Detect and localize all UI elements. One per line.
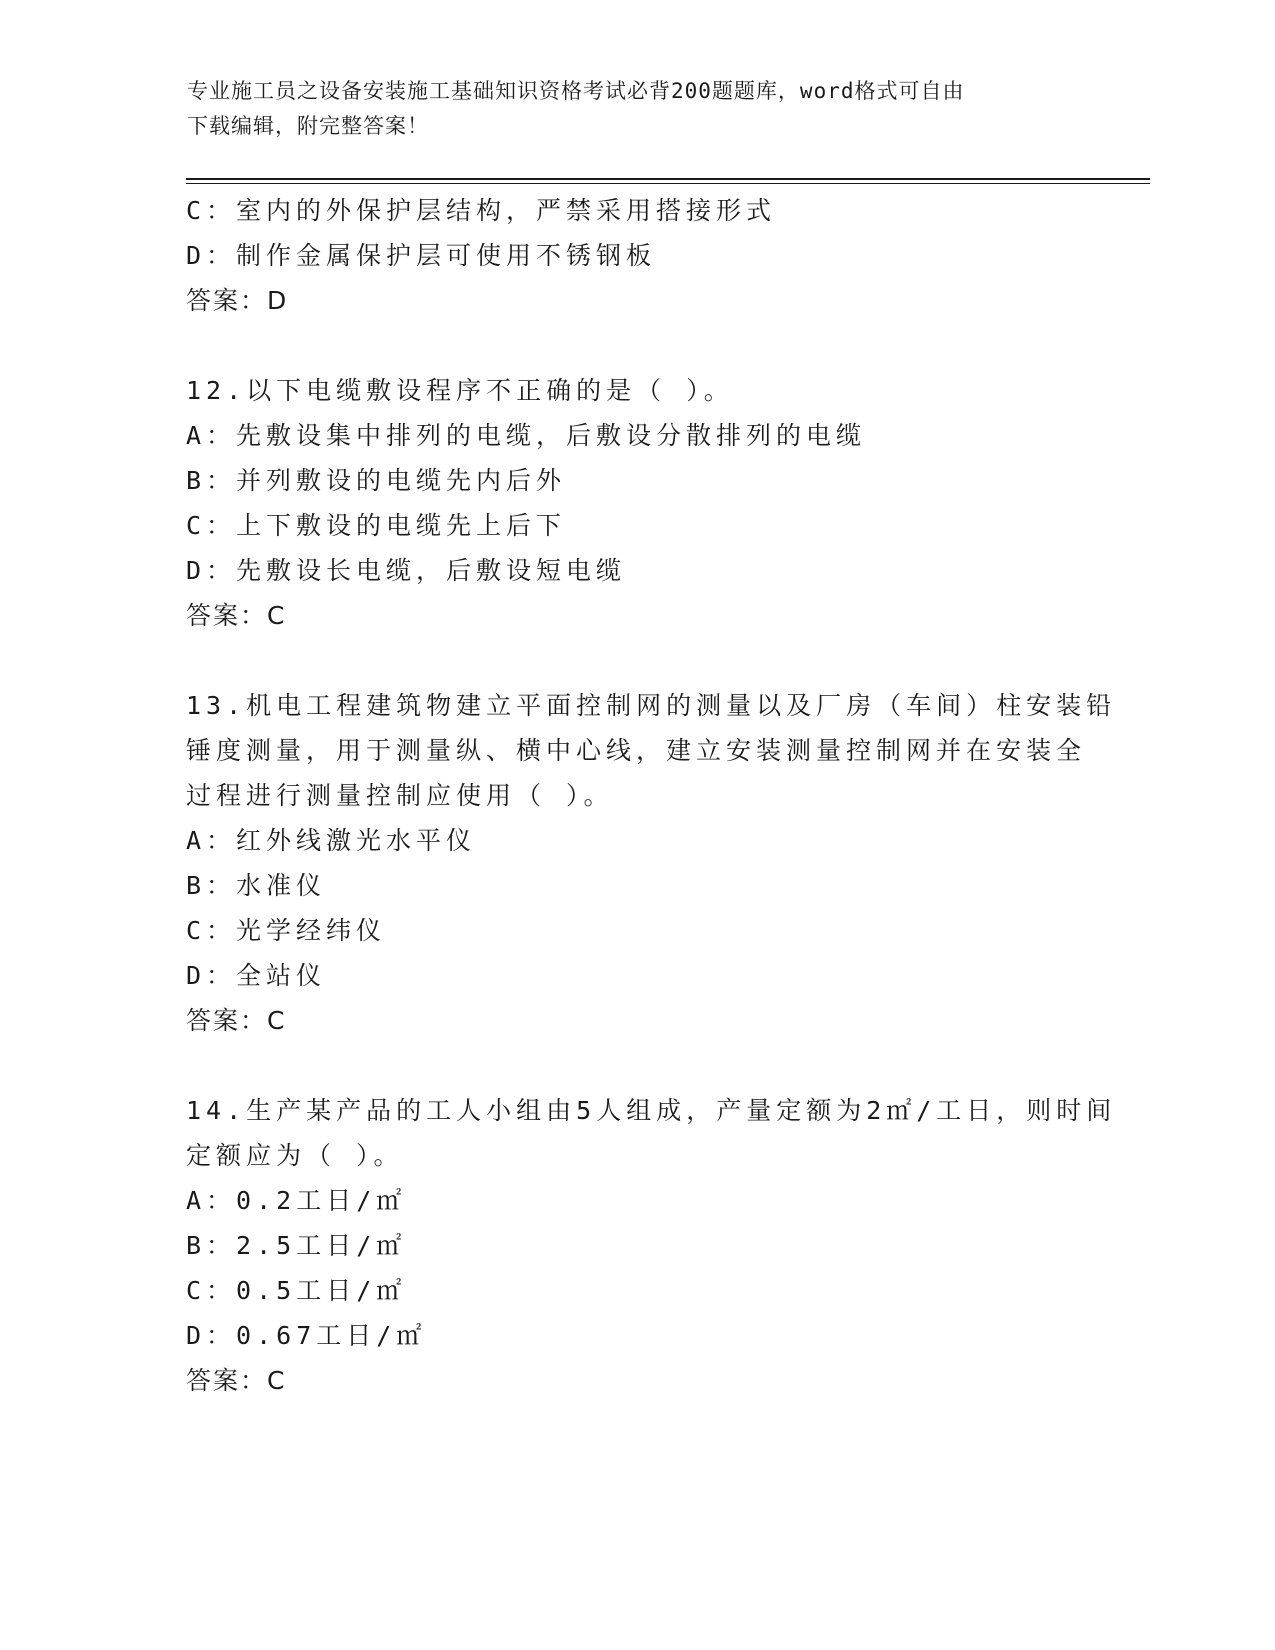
header-divider-thin — [186, 183, 1150, 184]
q14-option-b: B：2.5工日/㎡ — [186, 1231, 407, 1260]
q11-option-c: C：室内的外保护层结构，严禁采用搭接形式 — [186, 196, 777, 225]
q11-answer: 答案：D — [186, 286, 289, 315]
q13-option-b: B：水准仪 — [186, 871, 327, 900]
q12-option-b: B：并列敷设的电缆先内后外 — [186, 466, 567, 495]
q13-stem-line-1: 13.机电工程建筑物建立平面控制网的测量以及厂房（车间）柱安装铅 — [186, 691, 1117, 720]
q14-stem-line-2: 定额应为（ ）。 — [186, 1141, 404, 1170]
header-line-1: 专业施工员之设备安装施工基础知识资格考试必背200题题库，word格式可自由 — [187, 79, 965, 103]
header-divider-thick — [186, 178, 1150, 180]
q14-stem-line-1: 14.生产某产品的工人小组由5人组成，产量定额为2㎡/工日，则时间 — [186, 1096, 1117, 1125]
q13-option-a: A：红外线激光水平仪 — [186, 826, 477, 855]
q12-option-c: C：上下敷设的电缆先上后下 — [186, 511, 567, 540]
header-line-2: 下载编辑，附完整答案！ — [187, 114, 429, 138]
q13-stem-line-2: 锤度测量，用于测量纵、横中心线，建立安装测量控制网并在安装全 — [186, 736, 1087, 765]
q14-option-c: C：0.5工日/㎡ — [186, 1276, 407, 1305]
q13-stem-line-3: 过程进行测量控制应使用（ ）。 — [186, 781, 614, 810]
q13-option-c: C：光学经纬仪 — [186, 916, 387, 945]
q14-option-a: A：0.2工日/㎡ — [186, 1186, 407, 1215]
q13-option-d: D：全站仪 — [186, 961, 327, 990]
q12-stem: 12.以下电缆敷设程序不正确的是（ ）。 — [186, 376, 734, 405]
document-header — [187, 74, 1067, 144]
q12-answer: 答案：C — [186, 601, 287, 630]
q11-option-d: D：制作金属保护层可使用不锈钢板 — [186, 241, 657, 270]
q12-option-a: A：先敷设集中排列的电缆，后敷设分散排列的电缆 — [186, 421, 867, 450]
q12-option-d: D：先敷设长电缆，后敷设短电缆 — [186, 556, 627, 585]
q13-answer: 答案：C — [186, 1006, 287, 1035]
q14-option-d: D：0.67工日/㎡ — [186, 1321, 427, 1350]
q14-answer: 答案：C — [186, 1366, 287, 1395]
